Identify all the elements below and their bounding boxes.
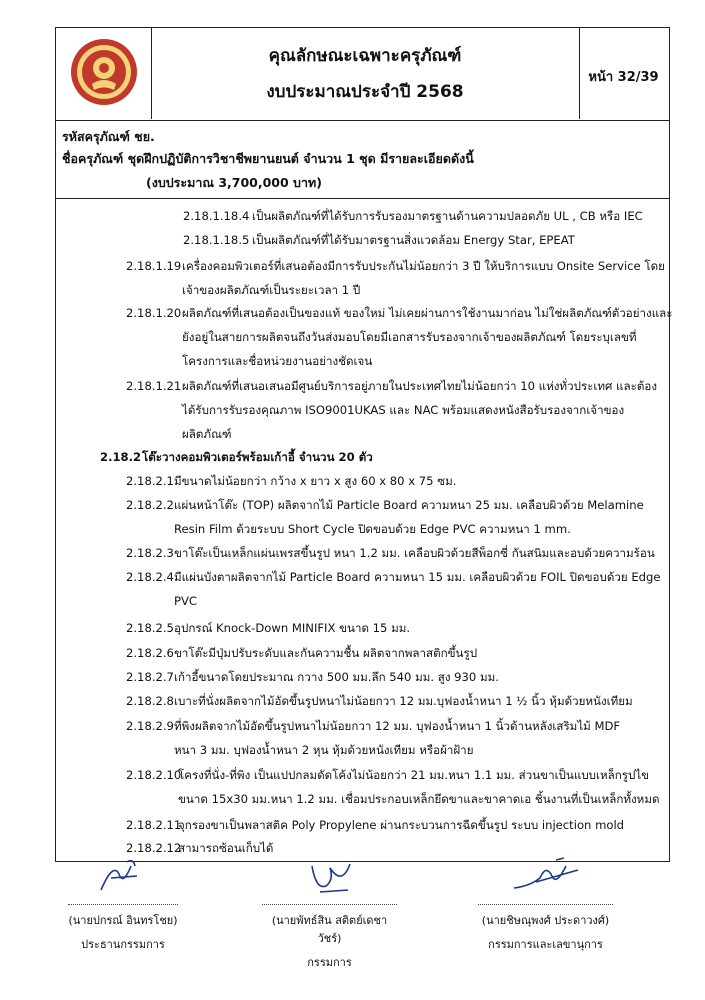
item-text-line: สามารถซ้อนเก็บได้ bbox=[178, 841, 274, 855]
item-number: 2.18.2.3 bbox=[126, 546, 174, 560]
item-number: 2.18.2.7 bbox=[126, 670, 174, 684]
item-text-line: แผ่นหน้าโต๊ะ (TOP) ผลิตจากไม้ Particle Board ความหนา 25 มม. เคลือบผิวด้วย Melamine bbox=[174, 498, 644, 512]
signature-line bbox=[478, 878, 613, 905]
item-number: 2.18.2.11 bbox=[126, 818, 182, 832]
signature-block-member bbox=[262, 878, 397, 971]
signature-block-secretary bbox=[478, 878, 613, 953]
item-number: 2.18.2.6 bbox=[126, 646, 174, 660]
item-text-line: ขาโต๊ะเป็นเหล็กแผ่นเพรสขึ้นรูป หนา 1.2 มม. เคลือบผิวด้วยสีพ็อกซี่ กันสนิมและอบด้วยความร้อน bbox=[174, 546, 655, 560]
item-text-line: เก้าอี้ขนาดโดยประมาณ กวาง 500 มม.ลึก 540 มม. สูง 930 มม. bbox=[174, 670, 499, 684]
document-title: คุณลักษณะเฉพาะครุภัณฑ์ bbox=[268, 46, 462, 66]
signer-name: (นายพัทธ์สิน สติตย์เดชาวัชร์) bbox=[271, 914, 388, 945]
item-text-line: เจ้าของผลิตภัณฑ์เป็นระยะเวลา 1 ปี bbox=[182, 283, 361, 297]
item-number: 2.18.2.9 bbox=[126, 719, 174, 733]
item-text-line: เป็นผลิตภัณฑ์ที่ได้รับมาตรฐานสิ่งแวดล้อม Energy Star, EPEAT bbox=[252, 233, 575, 247]
item-number: 2.18.1.18.4 bbox=[183, 209, 250, 223]
item-text-line: ยังอยู่ในสายการผลิตจนถึงวันส่งมอบโดยมีเอกสารรับรองจากเจ้าของผลิตภัณฑ์ โดยระบุเลขที่ bbox=[182, 330, 637, 344]
item-text-line: ผลิตภัณฑ์ bbox=[182, 427, 232, 441]
logo-cell bbox=[56, 28, 152, 119]
equipment-info bbox=[55, 121, 670, 199]
equipment-name: ชื่อครุภัณฑ์ ชุดฝึกปฏิบัติการวิชาชีพยานยนต์ จำนวน 1 ชุด มีรายละเอียดดังนี้ bbox=[62, 151, 474, 166]
item-text-line: ได้รับการรับรองคุณภาพ ISO9001UKAS และ NAC พร้อมแสดงหนังสือรับรองจากเจ้าของ bbox=[182, 403, 625, 417]
item-text-line: ผลิตภัณฑ์ที่เสนอเสนอมีศูนย์บริการอยู่ภายในประเทศไทยไม่น้อยกว่า 10 แห่งทั่วประเทศ และต้อง bbox=[182, 379, 658, 393]
signer-name: (นายปกรณ์ อินทรโชย) bbox=[68, 914, 178, 927]
signature-line bbox=[68, 878, 178, 905]
equipment-code: รหัสครุภัณฑ์ ชย. bbox=[62, 129, 155, 144]
page-number: หน้า 32/39 bbox=[588, 70, 659, 85]
item-number: 2.18.1.19 bbox=[126, 259, 182, 273]
item-number: 2.18.2.5 bbox=[126, 621, 174, 635]
item-number: 2.18.1.21 bbox=[126, 379, 182, 393]
signer-role: กรรมการ bbox=[307, 956, 352, 969]
handwritten-signature-icon bbox=[93, 856, 153, 898]
item-text-line: จุกรองขาเป็นพลาสติค Poly Propylene ผ่านกระบวนการฉีดขึ้นรูป ระบบ injection mold bbox=[178, 818, 625, 832]
item-text-line: Resin Film ด้วยระบบ Short Cycle ปิดขอบด้วย Edge PVC ความหนา 1 mm. bbox=[174, 522, 571, 536]
handwritten-signature-icon bbox=[300, 856, 360, 898]
signer-role: ประธานกรรมการ bbox=[81, 938, 165, 951]
item-number: 2.18.1.18.5 bbox=[183, 233, 250, 247]
item-number: 2.18.2.10 bbox=[126, 768, 182, 782]
title-cell bbox=[151, 28, 580, 119]
item-text-line: อุปกรณ์ Knock-Down MINIFIX ขนาด 15 มม. bbox=[174, 621, 411, 635]
item-text-line: ผลิตภัณฑ์ที่เสนอต้องเป็นของแท้ ของใหม่ ไม่เคยผ่านการใช้งานมาก่อน ไม่ใช่ผลิตภัณฑ์ตัวอย่างและ bbox=[182, 306, 673, 320]
signature-line bbox=[262, 878, 397, 905]
item-text-line: เบาะที่นั่งผลิตจากไม้อัดขึ้นรูปหนาไม่น้อยกวา 12 มม.บุฟองน้ำหนา 1 ½ นิ้ว หุ้มด้วยหนังเทียม bbox=[174, 694, 633, 708]
equipment-budget: (งบประมาณ 3,700,000 บาท) bbox=[146, 175, 322, 190]
item-text-line: PVC bbox=[174, 594, 198, 608]
signer-role: กรรมการและเลขานุการ bbox=[488, 938, 603, 951]
item-text-line: มีแผ่นบังตาผลิตจากไม้ Particle Board ความหนา 15 มม. เคลือบผิวด้วย FOIL ปิดขอบด้วย Edge bbox=[174, 570, 661, 584]
item-text-line: เป็นผลิตภัณฑ์ที่ได้รับการรับรองมาตรฐานด้านความปลอดภัย UL , CB หรือ IEC bbox=[252, 209, 643, 223]
page-number-cell bbox=[579, 28, 668, 119]
item-number: 2.18.2 bbox=[100, 450, 142, 464]
item-text-line: เครื่องคอมพิวเตอร์ที่เสนอต้องมีการรับประกันไม่น้อยกว่า 3 ปี ให้บริการแบบ Onsite Service โดย bbox=[182, 259, 665, 273]
item-number: 2.18.2.1 bbox=[126, 474, 174, 488]
item-number: 2.18.2.12 bbox=[126, 841, 182, 855]
signer-name: (นายชิษณุพงศ์ ประดาวงศ์) bbox=[481, 914, 610, 927]
item-text-line: หนา 3 มม. บุฟองน้ำหนา 2 หุน หุ้มด้วยหนังเทียม หรือผ้าฝ้าย bbox=[174, 743, 474, 757]
item-text-line: โต๊ะวางคอมพิวเตอร์พร้อมเก้าอี้ จำนวน 20 ตัว bbox=[142, 450, 373, 464]
item-text-line: มีขนาดไม่น้อยกว่า กว้าง x ยาว x สูง 60 x 80 x 75 ซม. bbox=[174, 474, 457, 488]
item-number: 2.18.2.8 bbox=[126, 694, 174, 708]
item-text-line: ขาโต๊ะมีปุ่มปรับระดับและกันความชื้น ผลิตจากพลาสติกขึ้นรูป bbox=[174, 646, 478, 660]
signature-block-chair bbox=[68, 878, 178, 953]
document-header bbox=[55, 27, 670, 121]
item-number: 2.18.1.20 bbox=[126, 306, 182, 320]
budget-year: งบประมาณประจำปี 2568 bbox=[266, 82, 464, 102]
item-text-line: ขนาด 15x30 มม.หนา 1.2 มม. เชื่อมประกอบเหล็กยึดขาและขาคาดเอ ชิ้นงานที่เป็นเหล็กทั้งหมด bbox=[178, 792, 660, 806]
item-number: 2.18.2.2 bbox=[126, 498, 174, 512]
item-number: 2.18.2.4 bbox=[126, 570, 174, 584]
vocational-education-seal-icon bbox=[70, 38, 138, 106]
item-text-line: โครงที่นั่ง-ที่พิง เป็นแปปกลมดัดโค้งไม่น้อยกว่า 21 มม.หนา 1.1 มม. ส่วนขาเป็นแบบเหล็กรูปไข bbox=[178, 768, 650, 782]
handwritten-signature-icon bbox=[506, 856, 586, 898]
item-text-line: ที่พิงผลิตจากไม้อัดขึ้นรูปหนาไม่น้อยกวา 12 มม. บุฟองน้ำหนา 1 นิ้วด้านหลังเสริมไม้ MDF bbox=[174, 719, 621, 733]
item-text-line: โครงการและชื่อหน่วยงานอย่างชัดเจน bbox=[182, 354, 373, 368]
